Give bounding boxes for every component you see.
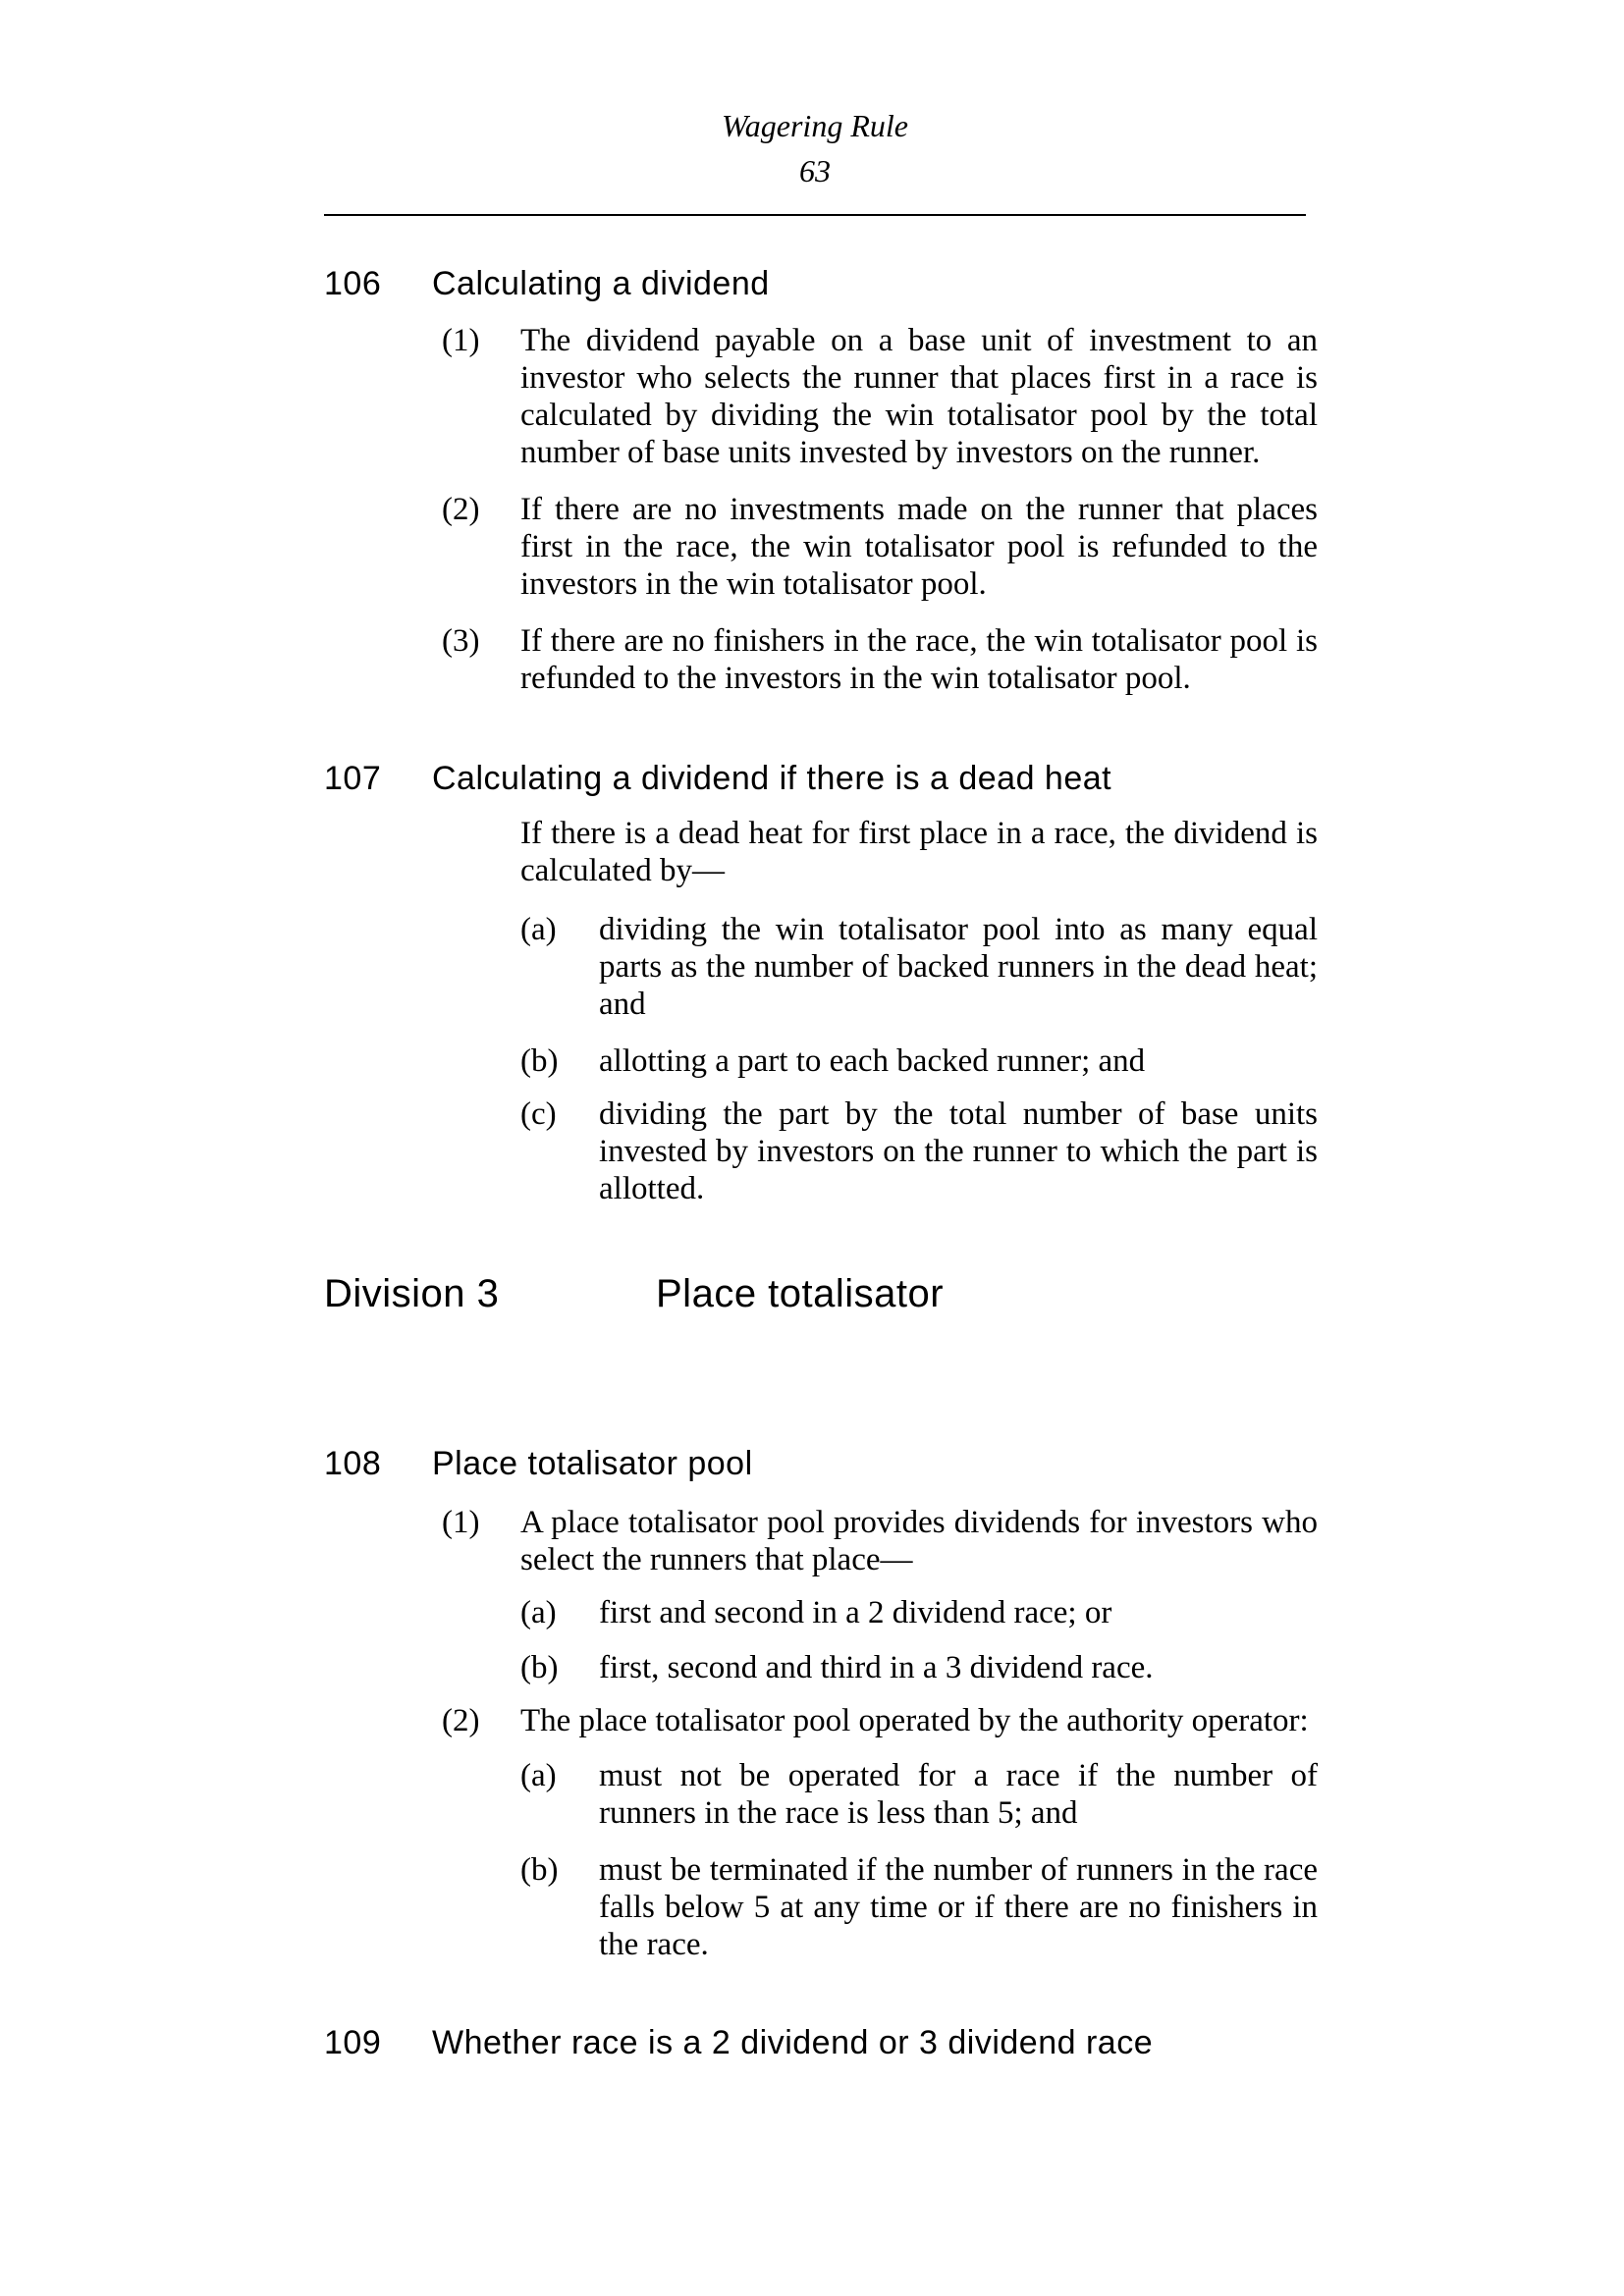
subsection-106-1 [442,322,1318,469]
paragraph-107-a [520,911,1318,1023]
section-number: 108 [324,1445,382,1482]
subsection-text: If there are no finishers in the race, the win totalisator pool is refunded to the investors in the win totalisator pool. [520,623,1318,696]
subsection-108-2 [442,1702,1318,1739]
page-number: 63 [799,153,831,188]
section-107-intro [520,815,1318,889]
paragraph-text: first and second in a 2 dividend race; or [599,1595,1112,1630]
subsection-label: (1) [442,323,480,358]
paragraph-text: dividing the part by the total number of base units invested by investors on the runner to which the part is allotted. [599,1096,1318,1206]
intro-text: If there is a dead heat for first place in a race, the dividend is calculated by— [520,816,1318,888]
paragraph-label: (b) [520,1650,559,1685]
division-number: Division 3 [324,1272,500,1315]
subsection-108-1 [442,1504,1318,1578]
paragraph-107-c [520,1095,1318,1207]
paragraph-text: allotting a part to each backed runner; and [599,1043,1146,1079]
paragraph-text: first, second and third in a 3 dividend race. [599,1650,1154,1685]
paragraph-label: (b) [520,1852,559,1888]
section-number: 109 [324,2024,382,2061]
section-title: Calculating a dividend if there is a dead heat [432,760,1112,797]
paragraph-108-2-a [520,1757,1318,1832]
paragraph-label: (a) [520,912,557,947]
section-title: Whether race is a 2 dividend or 3 dividend race [432,2024,1154,2061]
subsection-106-3 [442,622,1318,697]
header-rule [324,214,1306,216]
paragraph-108-1-b [520,1649,1318,1686]
subsection-label: (3) [442,623,480,659]
paragraph-text: must not be operated for a race if the number of runners in the race is less than 5; and [599,1758,1318,1831]
paragraph-label: (b) [520,1043,559,1079]
subsection-label: (1) [442,1505,480,1540]
subsection-text: The dividend payable on a base unit of investment to an investor who selects the runner that places first in a race is calculated by dividing the win totalisator pool by the total number of base units invested by investors on the runner. [520,323,1318,470]
division-title: Place totalisator [656,1272,945,1315]
subsection-text: The place totalisator pool operated by the authority operator: [520,1703,1309,1738]
subsection-text: A place totalisator pool provides dividends for investors who select the runners that place— [520,1505,1318,1577]
paragraph-text: dividing the win totalisator pool into as many equal parts as the number of backed runners in the dead heat; and [599,912,1318,1022]
section-number: 106 [324,265,382,302]
section-title: Place totalisator pool [432,1445,753,1482]
section-number: 107 [324,760,382,797]
paragraph-text: must be terminated if the number of runners in the race falls below 5 at any time or if there are no finishers in the race. [599,1852,1318,1962]
paragraph-108-1-a [520,1594,1318,1631]
subsection-106-2 [442,491,1318,603]
paragraph-label: (a) [520,1595,557,1630]
paragraph-108-2-b [520,1851,1318,1963]
section-title: Calculating a dividend [432,265,770,302]
running-header-title: Wagering Rule [722,108,908,143]
subsection-label: (2) [442,492,480,527]
paragraph-label: (c) [520,1096,557,1132]
paragraph-107-b [520,1042,1318,1080]
subsection-text: If there are no investments made on the runner that places first in the race, the win totalisator pool is refunded to the investors in the win totalisator pool. [520,492,1318,602]
subsection-label: (2) [442,1703,480,1738]
paragraph-label: (a) [520,1758,557,1793]
